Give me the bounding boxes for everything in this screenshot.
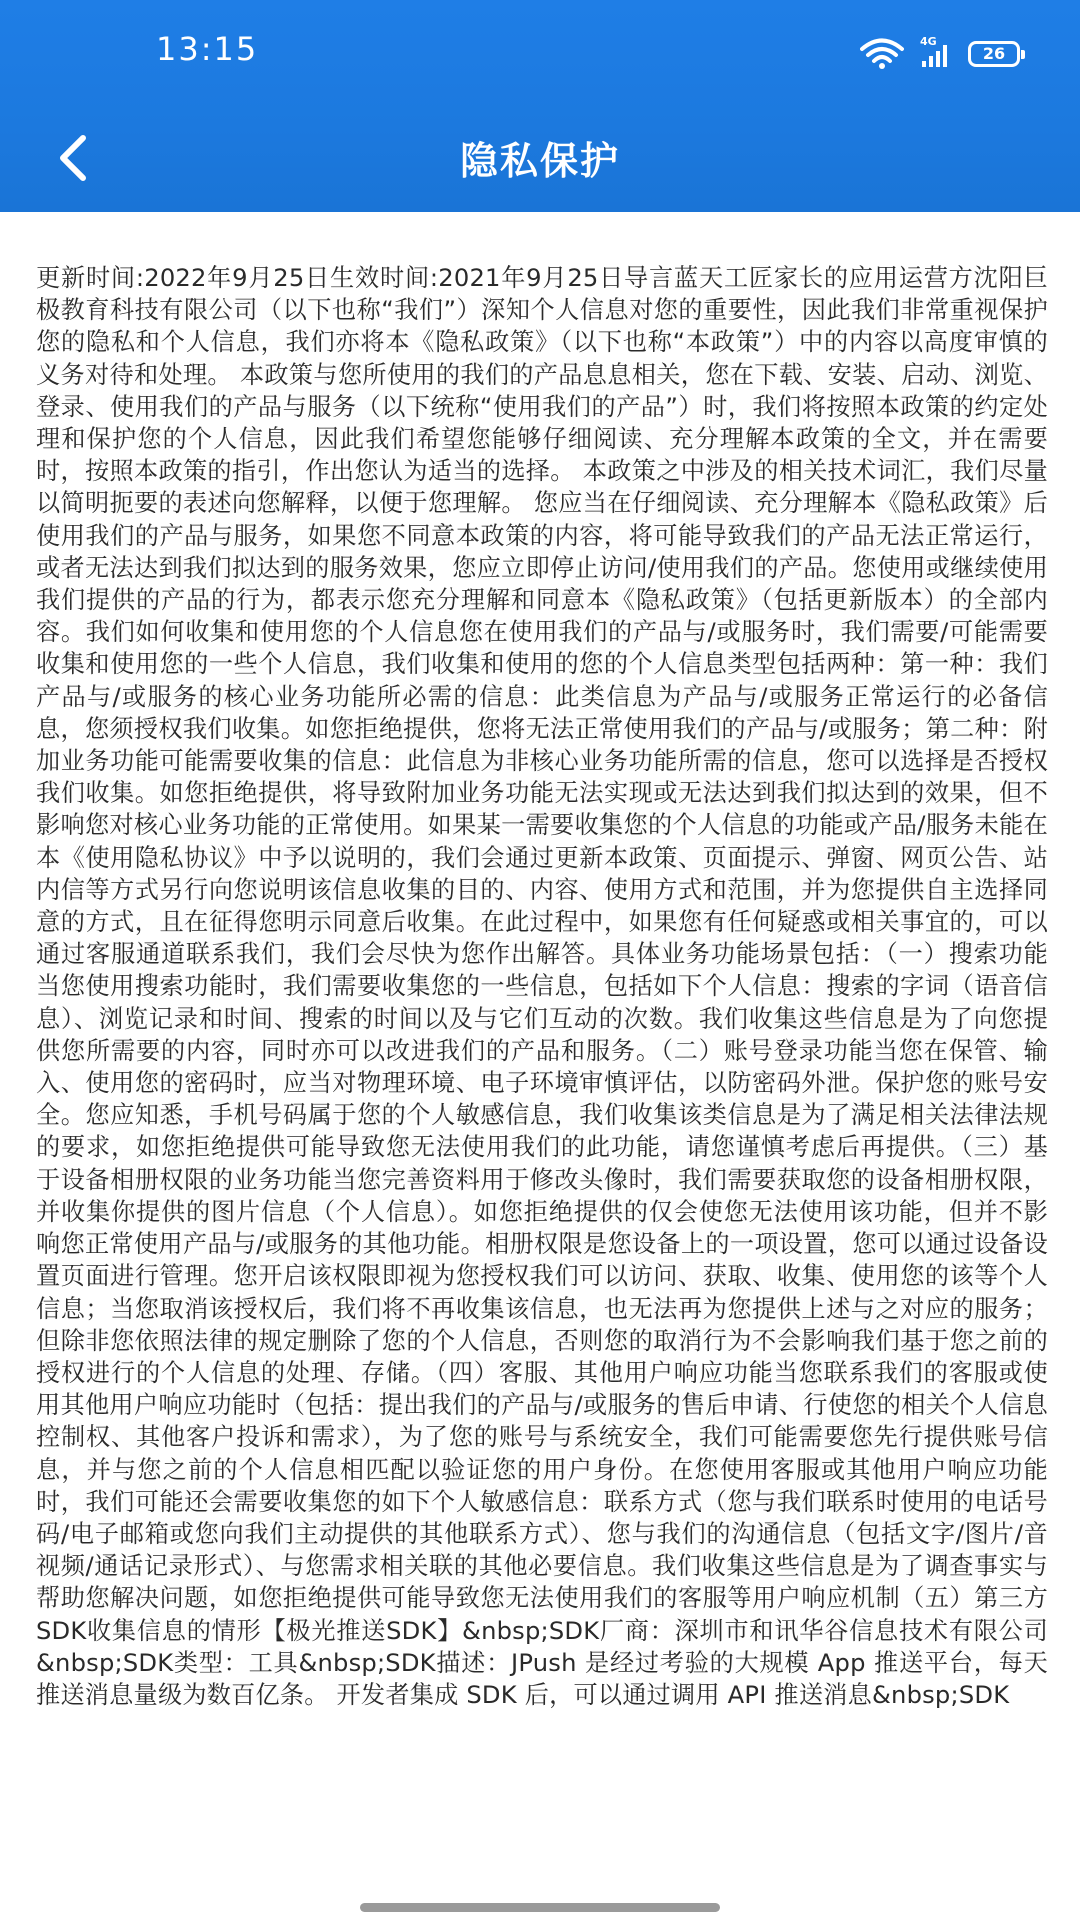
page-title: 隐私保护 — [459, 139, 620, 183]
wifi-icon — [860, 38, 904, 70]
status-time: 13:15 — [156, 30, 259, 68]
home-indicator[interactable] — [360, 1903, 720, 1912]
status-bar — [0, 0, 1080, 110]
battery-icon — [968, 41, 1020, 67]
app-header — [0, 0, 1080, 212]
network-type-label: 4G — [920, 35, 937, 48]
battery-level: 26 — [982, 44, 1006, 63]
nav-bar — [0, 110, 1080, 212]
signal-icon — [918, 35, 954, 69]
policy-text: 更新时间:2022年9月25日生效时间:2021年9月25日导言蓝天工匠家长的应用运营方沈阳巨极教育科技有限公司（以下也称“我们”）深知个人信息对您的重要性，因此我们非常重视保护您的隐私和个人信息，我们亦将本《隐私政策》（以下也称“本政策”）中的内容以高度审慎的义务对待和处理。 本政策与您所使用的我们的产品息息相关，您在下载、安装、启动、浏览、登录、使用我们的产品与服务（以下统称“使用我们的产品”）时，我们将按照本政策的约定处理和保护您的个人信息，因此我们希望您能够仔细阅读、充分理解本政策的全文，并在需要时，按照本政策的指引，作出您认为适当的选择。 本政策之中涉及的相关技术词汇，我们尽量以简明扼要的表述向您解释，以便于您理解。 您应当在仔细阅读、充分理解本《隐私政策》后使用我们的产品与服务，如果您不同意本政策的内容，将可能导致我们的产品无法正常运行，或者无法达到我们拟达到的服务效果，您应立即停止访问/使用我们的产品。您使用或继续使用我们提供的产品的行为，都表示您充分理解和同意本《隐私政策》（包括更新版本）的全部内容。我们如何收集和使用您的个人信息您在使用我们的产品与/或服务时，我们需要/可能需要收集和使用您的一些个人信息，我们收集和使用的您的个人信息类型包括两种：第一种：我们产品与/或服务的核心业务功能所必需的信息：此类信息为产品与/或服务正常运行的必备信息，您须授权我们收集。如您拒绝提供，您将无法正常使用我们的产品与/或服务；第二种：附加业务功能可能需要收集的信息：此信息为非核心业务功能所需的信息，您可以选择是否授权我们收集。如您拒绝提供，将导致附加业务功能无法实现或无法达到我们拟达到的效果，但不影响您对核心业务功能的正常使用。如果某一需要收集您的个人信息的功能或产品/服务未能在本《使用隐私协议》中予以说明的，我们会通过更新本政策、页面提示、弹窗、网页公告、站内信等方式另行向您说明该信息收集的目的、内容、使用方式和范围，并为您提供自主选择同意的方式，且在征得您明示同意后收集。在此过程中，如果您有任何疑惑或相关事宜的，可以通过客服通道联系我们，我们会尽快为您作出解答。具体业务功能场景包括：（一）搜索功能当您使用搜索功能时，我们需要收集您的一些信息，包括如下个人信息：搜索的字词（语音信息）、浏览记录和时间、搜索的时间以及与它们互动的次数。我们收集这些信息是为了向您提供您所需要的内容，同时亦可以改进我们的产品和服务。（二）账号登录功能当您在保管、输入、使用您的密码时，应当对物理环境、电子环境审慎评估，以防密码外泄。保护您的账号安全。您应知悉，手机号码属于您的个人敏感信息，我们收集该类信息是为了满足相关法律法规的要求，如您拒绝提供可能导致您无法使用我们的此功能，请您谨慎考虑后再提供。（三）基于设备相册权限的业务功能当您完善资料用于修改头像时，我们需要获取您的设备相册权限，并收集你提供的图片信息（个人信息）。如您拒绝提供的仅会使您无法使用该功能，但并不影响您正常使用产品与/或服务的其他功能。相册权限是您设备上的一项设置，您可以通过设备设置页面进行管理。您开启该权限即视为您授权我们可以访问、获取、收集、使用您的该等个人信息；当您取消该授权后，我们将不再收集该信息，也无法再为您提供上述与之对应的服务；但除非您依照法律的规定删除了您的个人信息，否则您的取消行为不会影响我们基于您之前的授权进行的个人信息的处理、存储。（四）客服、其他用户响应功能当您联系我们的客服或使用其他用户响应功能时（包括：提出我们的产品与/或服务的售后申请、行使您的相关个人信息控制权、其他客户投诉和需求），为了您的账号与系统安全，我们可能需要您先行提供账号信息，并与您之前的个人信息相匹配以验证您的用户身份。在您使用客服或其他用户响应功能时，我们可能还会需要收集您的如下个人敏感信息：联系方式（您与我们联系时使用的电话号码/电子邮箱或您向我们主动提供的其他联系方式）、您与我们的沟通信息（包括文字/图片/音视频/通话记录形式）、与您需求相关联的其他必要信息。我们收集这些信息是为了调查事实与帮助您解决问题，如您拒绝提供可能导致您无法使用我们的客服等用户响应机制（五）第三方SDK收集信息的情形【极光推送SDK】&nbsp;SDK厂商：深圳市和讯华谷信息技术有限公司&nbsp;SDK类型：工具&nbsp;SDK描述：JPush 是经过考验的大规模 App 推送平台，每天推送消息量级为数百亿条。 开发者集成 SDK 后，可以通过调用 API 推送消息&nbsp;SDK — [36, 264, 1048, 1709]
status-icons — [860, 36, 1020, 72]
policy-content[interactable] — [36, 262, 1048, 1874]
